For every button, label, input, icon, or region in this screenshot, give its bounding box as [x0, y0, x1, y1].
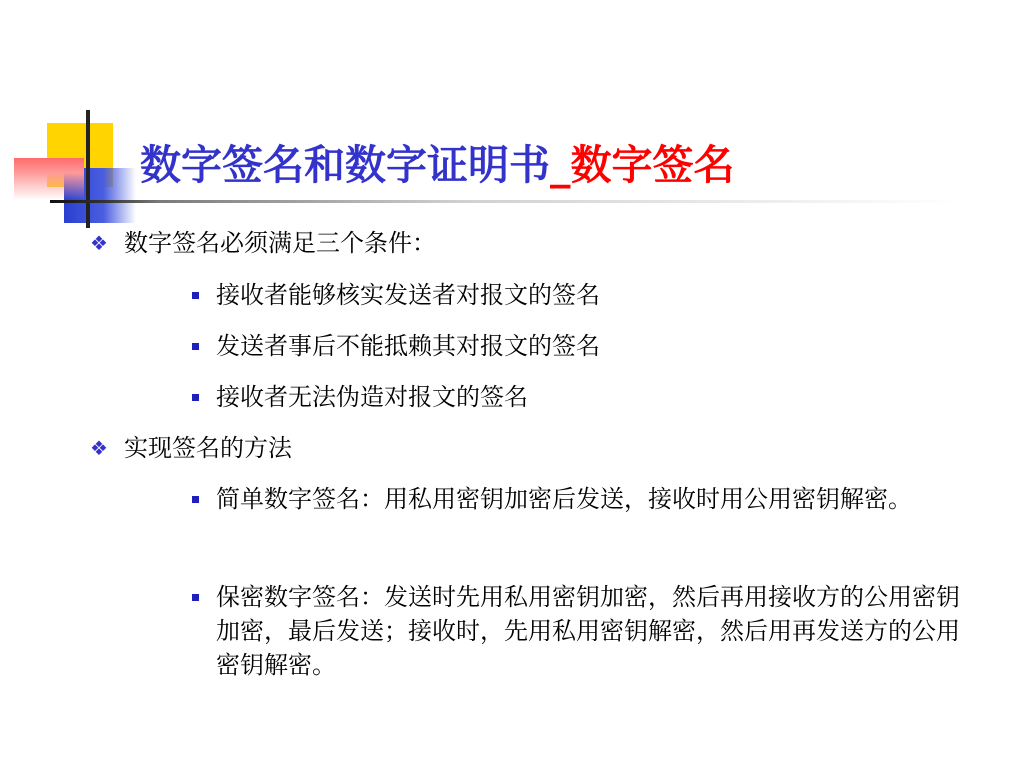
- bullet-item: [90, 431, 292, 465]
- sub-bullet-item: [216, 580, 964, 682]
- square-bullet-icon: [192, 594, 199, 601]
- title-underline: [50, 200, 960, 203]
- sub-bullet-item: [216, 380, 964, 414]
- title-accent: 数字签名: [570, 141, 735, 189]
- square-bullet-icon: [192, 394, 199, 401]
- sub-bullet-item: [216, 329, 964, 363]
- diamond-bullet-icon: ❖: [90, 436, 108, 460]
- sub-bullet-text: 简单数字签名：用私用密钥加密后发送，接收时用公用密钥解密。: [216, 485, 912, 513]
- sub-bullet-text: 发送者事后不能抵赖其对报文的签名: [216, 332, 600, 360]
- square-bullet-icon: [192, 496, 199, 503]
- bullet-item: [90, 226, 436, 260]
- sub-bullet-text: 接收者能够核实发送者对报文的签名: [216, 281, 600, 309]
- bullet-text: 数字签名必须满足三个条件：: [124, 229, 436, 257]
- diamond-bullet-icon: ❖: [90, 231, 108, 255]
- decor-vertical-line: [86, 110, 90, 228]
- title-main: 数字签名和数字证明书: [140, 141, 550, 189]
- square-bullet-icon: [192, 343, 199, 350]
- bullet-text: 实现签名的方法: [124, 434, 292, 462]
- title-separator: _: [550, 141, 571, 189]
- sub-bullet-text: 接收者无法伪造对报文的签名: [216, 383, 528, 411]
- sub-bullet-item: [216, 278, 964, 312]
- sub-bullet-text: 保密数字签名：发送时先用私用密钥加密，然后再用接收方的公用密钥加密，最后发送；接收时，先用私用密钥解密，然后用再发送方的公用密钥解密。: [216, 583, 960, 679]
- decor-red-square: [14, 158, 84, 200]
- slide-title: [140, 139, 735, 191]
- sub-bullet-item: [216, 482, 964, 516]
- square-bullet-icon: [192, 292, 199, 299]
